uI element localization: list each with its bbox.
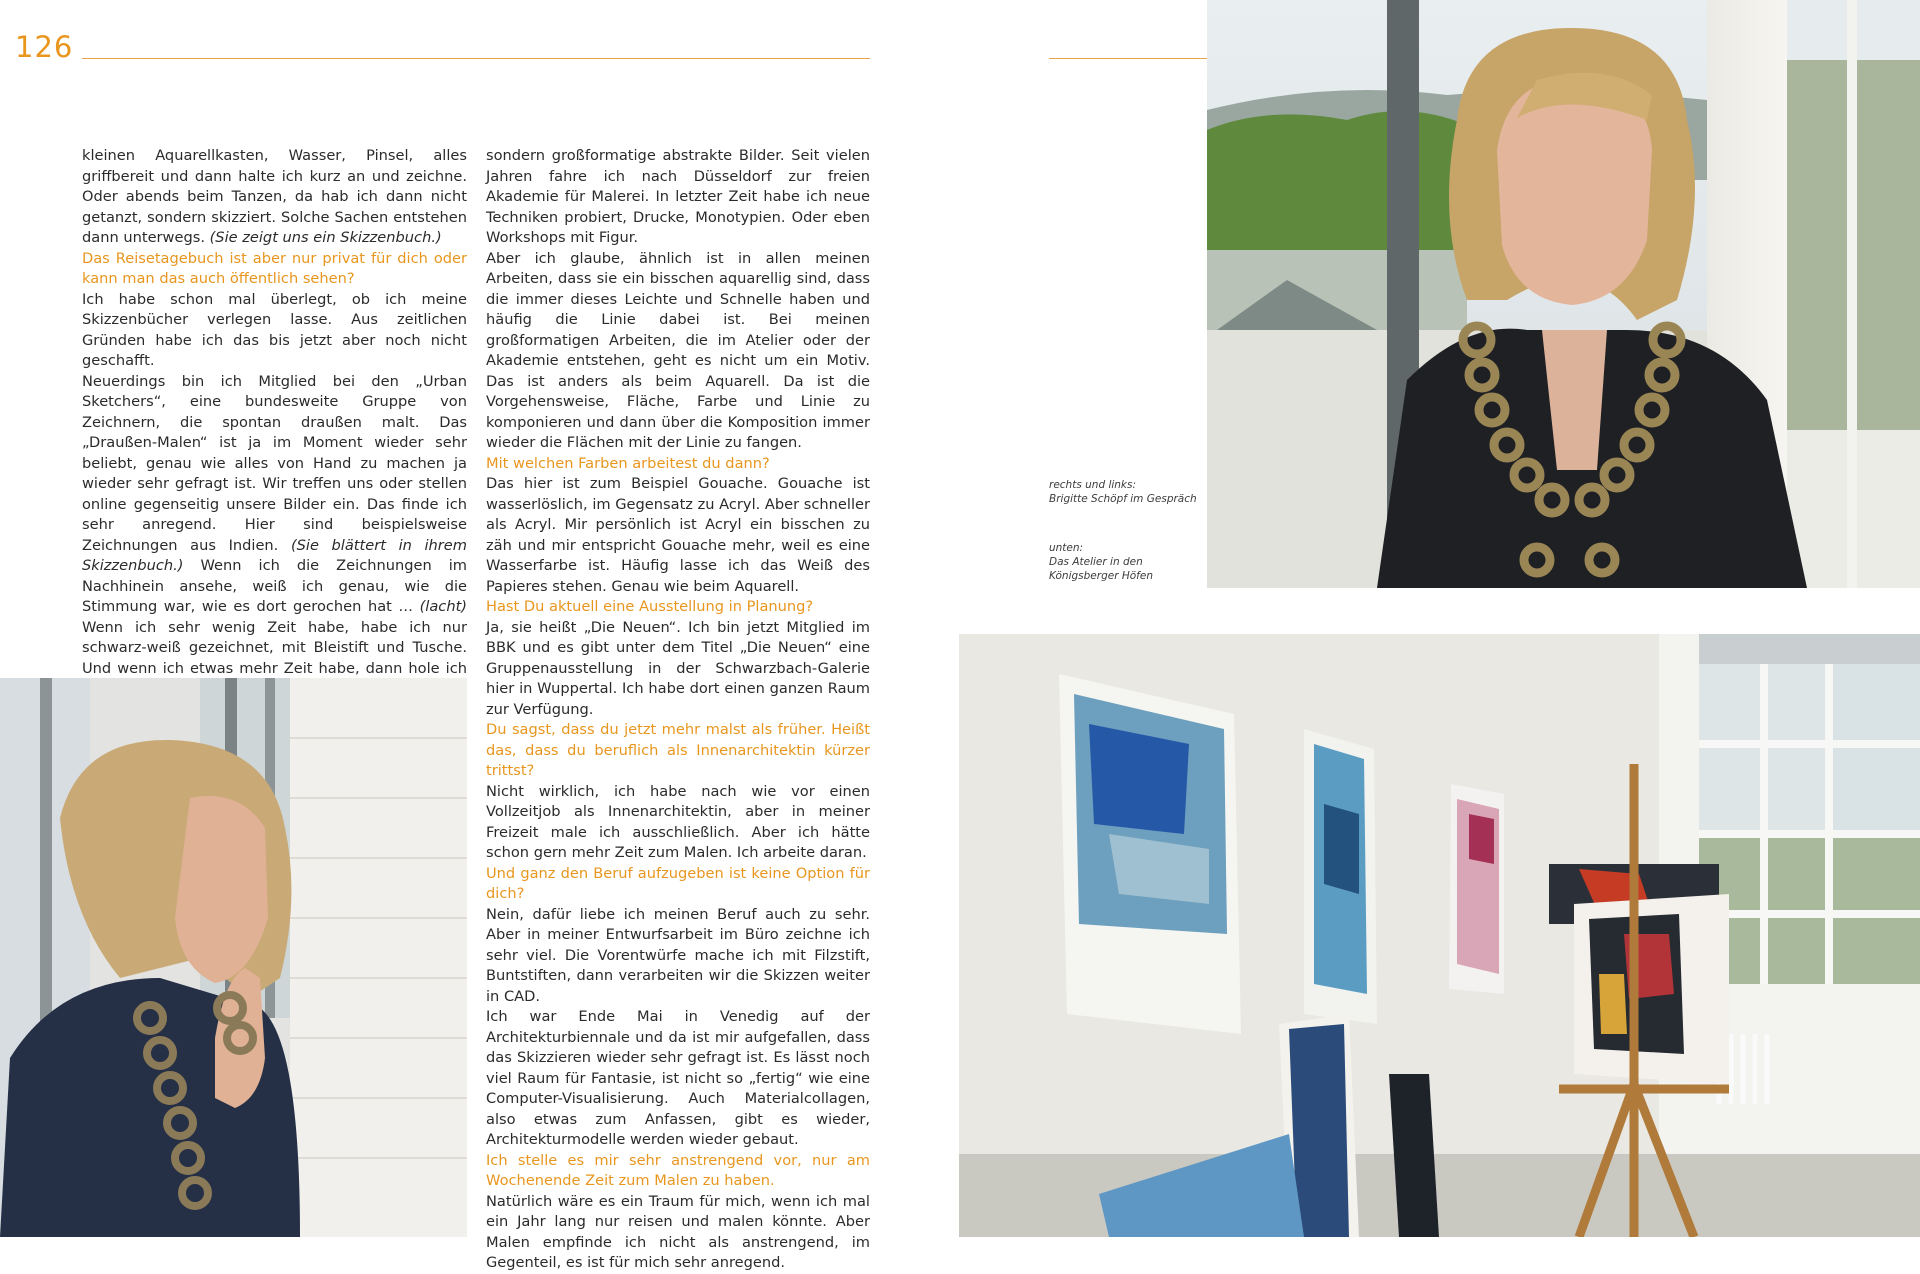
- interview-question: [486, 720, 870, 782]
- caption-line: Das Atelier in den: [1049, 556, 1143, 568]
- interview-answer: [82, 146, 467, 249]
- caption-line: unten:: [1049, 542, 1084, 554]
- interview-answer: [486, 1007, 870, 1151]
- caption-line: Brigitte Schöpf im Gespräch: [1049, 493, 1197, 505]
- interview-question: [486, 454, 870, 475]
- interview-question: [486, 597, 870, 618]
- article-column-left: [82, 146, 467, 761]
- interview-question: [82, 249, 467, 290]
- text-run: sondern großformatige abstrakte Bilder. Seit vielen Jahren fahre ich nach Düsseldorf zur freien Akademie für Malerei. In letzter Zeit habe ich neue Techniken probiert, Drucke, Monotypien. Oder eben Workshops mit Figur.: [486, 147, 870, 246]
- text-run: Wenn ich sehr wenig Zeit habe, habe ich nur schwarz-weiß gezeichnet, mit Bleistift und Tusche. Und wenn ich etwas mehr Zeit habe, dann hole ich: [82, 618, 467, 677]
- text-run: Nein, dafür liebe ich meinen Beruf auch zu sehr. Aber in meiner Entwurfsarbeit im Büro zeichne ich sehr viel. Die Vorentwürfe mache ich mit Filzstift, Buntstiften, dann verarbeiten wir die Skizzen weiter in CAD.: [486, 905, 870, 1005]
- page-number: 126: [15, 30, 74, 64]
- interview-answer: [486, 905, 870, 1008]
- interview-answer: [486, 146, 870, 249]
- caption-line: Königsberger Höfen: [1049, 570, 1153, 582]
- atelier-photo: [959, 634, 1920, 1237]
- text-run: Mit welchen Farben arbeitest du dann?: [486, 454, 770, 472]
- stage-direction: (Sie blättert in ihrem Skizzenbuch.): [82, 536, 467, 574]
- article-column-middle: [486, 146, 870, 1274]
- text-run: Ich stelle es mir sehr anstrengend vor, nur am Wochenende Zeit zum Malen zu haben.: [486, 1151, 870, 1189]
- interview-answer: [486, 474, 870, 597]
- photo-caption-portrait: [1049, 478, 1197, 506]
- text-run: Das Reisetagebuch ist aber nur privat für dich oder kann man das auch öffentlich sehen?: [82, 249, 467, 287]
- text-run: Und ganz den Beruf aufzugeben ist keine Option für dich?: [486, 864, 870, 902]
- interview-answer: [486, 1192, 870, 1274]
- text-run: kleinen Aquarellkasten, Wasser, Pinsel, alles griffbereit und dann halte ich kurz an und zeichne. Oder abends beim Tanzen, da hab ich dann nicht getanzt, sondern skizziert. Solche Sachen entstehen dann unterwegs.: [82, 147, 467, 246]
- interview-answer: [82, 290, 467, 372]
- interview-question: [486, 864, 870, 905]
- photo-caption-atelier: [1049, 541, 1153, 583]
- stage-direction: (lacht): [419, 598, 467, 615]
- text-run: Hast Du aktuell eine Ausstellung in Planung?: [486, 598, 814, 615]
- header-rule-right: [1049, 58, 1207, 59]
- text-run: Ich war Ende Mai in Venedig auf der Architekturbiennale und da ist mir aufgefallen, dass das Skizzieren wieder sehr gefragt ist. Es lässt noch viel Raum für Fantasie, ist nicht so „fertig“ wie eine Computer-Visualisierung. Auch Materialcollagen, also etwas zum Anfassen, gibt es wieder, Architekturmodelle werden wieder gebaut.: [486, 1008, 870, 1148]
- interview-question: [486, 1151, 870, 1192]
- text-run: Das hier ist zum Beispiel Gouache. Gouache ist wasserlöslich, im Gegensatz zu Acryl. Aber schneller als Acryl. Mir persönlich ist Acryl ein bisschen zu zäh und mir entspricht Gouache mehr, weil es eine Wasserfarbe ist. Häufig lasse ich das Weiß des Papieres stehen. Genau wie beim Aquarell.: [486, 475, 870, 595]
- text-run: Aber ich glaube, ähnlich ist in allen meinen Arbeiten, dass sie ein bisschen aquarellig sind, dass die immer dieses Leichte und Schnelle haben und häufig die Linie dabei ist. Bei meinen großformatigen Arbeiten, die im Atelier oder der Akademie entstehen, geht es nicht um ein Motiv. Das ist anders als beim Aquarell. Da ist die Vorgehensweise, Fläche, Farbe und Linie zu komponieren und dann über die Komposition immer wieder die Flächen mit der Linie zu fangen.: [486, 249, 870, 451]
- portrait-photo-gesture: [0, 678, 467, 1237]
- text-run: Wenn ich die Zeichnungen im Nachhinein ansehe, weiß ich genau, wie die Stimmung war, wie es dort gerochen hat …: [82, 557, 467, 615]
- text-run: Du sagst, dass du jetzt mehr malst als früher. Heißt das, dass du beruflich als Innenarchitektin kürzer trittst?: [486, 721, 870, 779]
- text-run: Ich habe schon mal überlegt, ob ich meine Skizzenbücher verlegen lasse. Aus zeitlichen Gründen habe ich das bis jetzt aber noch nicht geschafft.: [82, 290, 467, 369]
- text-run: Ja, sie heißt „Die Neuen“. Ich bin jetzt Mitglied im BBK und es gibt unter dem Titel „Die Neuen“ eine Gruppenausstellung in der Schwarzbach-Galerie hier in Wuppertal. Ich habe dort einen ganzen Raum zur Verfügung.: [486, 618, 870, 718]
- caption-line: rechts und links:: [1049, 479, 1137, 491]
- portrait-photo-window: [1207, 0, 1920, 588]
- text-run: Neuerdings bin ich Mitglied bei den „Urban Sketchers“, eine bundesweite Gruppe von Zeichnern, die spontan draußen malt. Das „Draußen-Malen“ ist ja im Moment wieder sehr beliebt, genau wie alles von Hand zu machen ja wieder sehr gefragt ist. Wir treffen uns oder stellen online gegenseitig unsere Bilder ein. Das finde ich sehr anregend. Hier sind beispielsweise Zeichnungen aus Indien.: [82, 372, 467, 554]
- interview-answer: [486, 249, 870, 454]
- text-run: Nicht wirklich, ich habe nach wie vor einen Vollzeitjob als Innenarchitektin, aber in meiner Freizeit male ich ausschließlich. Aber ich hätte schon gern mehr Zeit zum Malen. Ich arbeite daran.: [486, 782, 870, 861]
- stage-direction: (Sie zeigt uns ein Skizzenbuch.): [209, 229, 442, 246]
- header-rule-left: [82, 58, 870, 59]
- interview-answer: [486, 782, 870, 864]
- interview-answer: [486, 618, 870, 721]
- text-run: Natürlich wäre es ein Traum für mich, wenn ich mal ein Jahr lang nur reisen und malen könnte. Aber Malen empfinde ich nicht als anstrengend, im Gegenteil, es ist für mich sehr anregend.: [486, 1192, 870, 1271]
